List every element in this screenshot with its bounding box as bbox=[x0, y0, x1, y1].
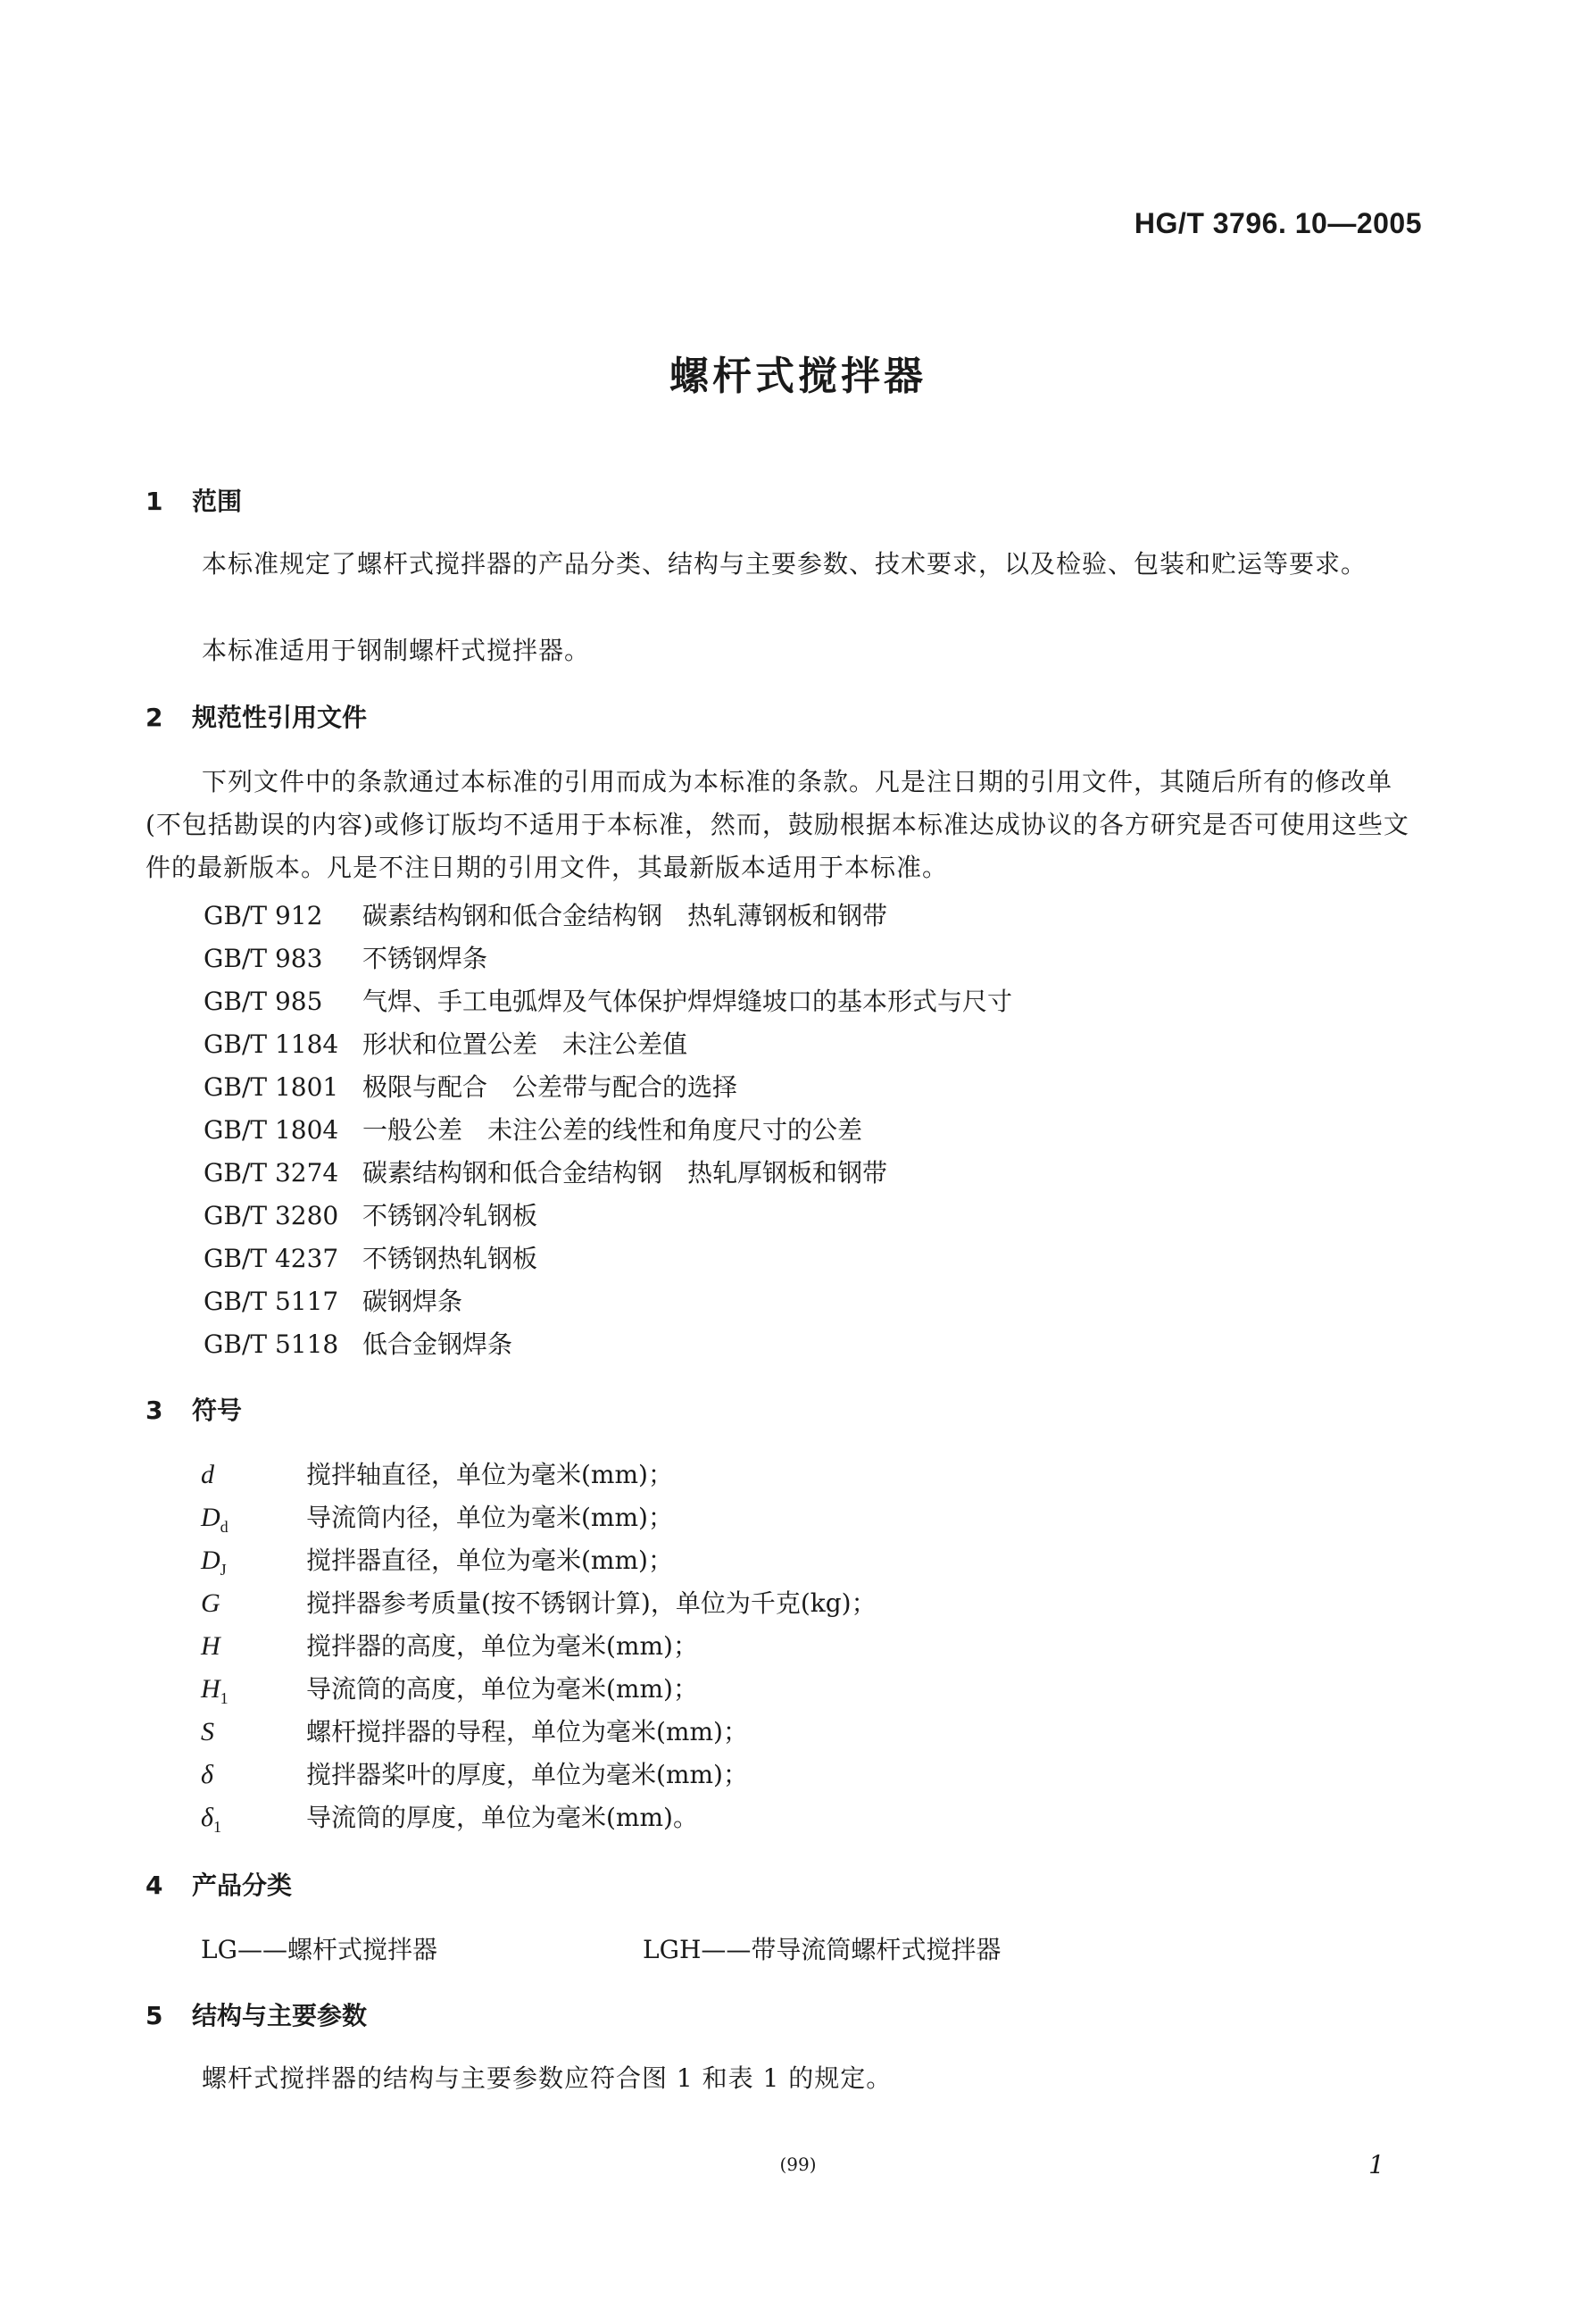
reference-title: 碳钢焊条 bbox=[362, 1287, 463, 1316]
symbol-description: 导流筒的厚度，单位为毫米(mm)。 bbox=[306, 1803, 698, 1832]
reference-item bbox=[204, 1282, 462, 1318]
symbol: S bbox=[201, 1717, 214, 1746]
symbol-description: 导流筒的高度，单位为毫米(mm)； bbox=[306, 1674, 698, 1704]
reference-code: GB/T 5117 bbox=[204, 1287, 339, 1316]
section-4-heading bbox=[145, 1866, 292, 1902]
reference-item bbox=[204, 1325, 512, 1361]
symbol-description: 搅拌器参考质量(按不锈钢计算)，单位为千克(kg)； bbox=[306, 1588, 877, 1618]
reference-code: GB/T 985 bbox=[204, 987, 323, 1016]
symbol-item bbox=[201, 1584, 877, 1622]
symbol-item bbox=[201, 1670, 698, 1708]
symbol-description: 搅拌器的高度，单位为毫米(mm)； bbox=[306, 1631, 698, 1661]
section-number: 5 bbox=[145, 2001, 163, 2030]
reference-title: 不锈钢焊条 bbox=[362, 944, 488, 973]
section-title: 符号 bbox=[192, 1396, 243, 1425]
symbol-description: 搅拌器直径，单位为毫米(mm)； bbox=[306, 1546, 673, 1575]
symbol-subscript: 1 bbox=[212, 1818, 221, 1836]
reference-title: 不锈钢冷轧钢板 bbox=[362, 1201, 538, 1230]
reference-item bbox=[204, 939, 487, 975]
symbol-subscript: J bbox=[220, 1561, 227, 1579]
document-title: 螺杆式搅拌器 bbox=[669, 354, 927, 399]
reference-item bbox=[204, 896, 887, 932]
page-number-inner: (99) bbox=[779, 2154, 817, 2175]
section-1-heading bbox=[145, 482, 242, 518]
symbol-description: 螺杆搅拌器的导程，单位为毫米(mm)； bbox=[306, 1717, 748, 1746]
reference-title: 气焊、手工电弧焊及气体保护焊焊缝坡口的基本形式与尺寸 bbox=[362, 987, 1013, 1016]
symbol: d bbox=[201, 1460, 214, 1489]
symbol-item bbox=[201, 1755, 748, 1794]
reference-code: GB/T 983 bbox=[204, 944, 323, 973]
reference-code: GB/T 3280 bbox=[204, 1201, 339, 1230]
reference-item bbox=[204, 1154, 887, 1189]
symbol-description: 搅拌轴直径，单位为毫米(mm)； bbox=[306, 1460, 673, 1489]
symbol-item bbox=[201, 1627, 698, 1665]
reference-title: 一般公差 未注公差的线性和角度尺寸的公差 bbox=[362, 1115, 863, 1145]
symbol-description: 搅拌器桨叶的厚度，单位为毫米(mm)； bbox=[306, 1760, 748, 1789]
section-1-paragraph-1: 本标准规定了螺杆式搅拌器的产品分类、结构与主要参数、技术要求，以及检验、包装和贮运等要求。 bbox=[202, 549, 1367, 579]
symbol: δ bbox=[201, 1803, 213, 1832]
reference-item bbox=[204, 1111, 862, 1146]
reference-title: 碳素结构钢和低合金结构钢 热轧厚钢板和钢带 bbox=[362, 1158, 888, 1188]
product-class-lg: LG——螺杆式搅拌器 bbox=[201, 1935, 437, 1964]
section-title: 产品分类 bbox=[192, 1871, 293, 1900]
reference-item bbox=[204, 1025, 687, 1061]
symbol: G bbox=[201, 1588, 220, 1618]
reference-code: GB/T 1184 bbox=[204, 1029, 339, 1059]
symbol: H bbox=[201, 1674, 220, 1704]
symbol-item bbox=[201, 1498, 673, 1537]
reference-code: GB/T 3274 bbox=[204, 1158, 339, 1188]
symbol-subscript: 1 bbox=[220, 1689, 229, 1707]
symbol-subscript: d bbox=[220, 1518, 229, 1536]
section-title: 结构与主要参数 bbox=[192, 2001, 368, 2030]
reference-item bbox=[204, 982, 1012, 1018]
section-title: 规范性引用文件 bbox=[192, 703, 368, 732]
symbol-item bbox=[201, 1798, 698, 1837]
symbol-item bbox=[201, 1541, 673, 1579]
symbol: H bbox=[201, 1631, 220, 1661]
symbol: D bbox=[201, 1503, 220, 1532]
section-2-heading bbox=[145, 698, 367, 734]
reference-title: 形状和位置公差 未注公差值 bbox=[362, 1029, 688, 1059]
section-5-paragraph: 螺杆式搅拌器的结构与主要参数应符合图 1 和表 1 的规定。 bbox=[202, 2063, 893, 2093]
symbol: D bbox=[201, 1546, 220, 1575]
symbol-description: 导流筒内径，单位为毫米(mm)； bbox=[306, 1503, 673, 1532]
reference-code: GB/T 1801 bbox=[204, 1072, 339, 1102]
reference-title: 不锈钢热轧钢板 bbox=[362, 1244, 538, 1273]
reference-code: GB/T 912 bbox=[204, 901, 323, 930]
reference-title: 低合金钢焊条 bbox=[362, 1329, 513, 1359]
reference-item bbox=[204, 1068, 737, 1104]
section-number: 3 bbox=[145, 1396, 163, 1425]
section-1-paragraph-2: 本标准适用于钢制螺杆式搅拌器。 bbox=[202, 636, 591, 665]
reference-item bbox=[204, 1239, 537, 1275]
reference-code: GB/T 1804 bbox=[204, 1115, 339, 1145]
page-number-corner: 1 bbox=[1368, 2150, 1384, 2179]
section-number: 1 bbox=[145, 487, 163, 516]
symbol: δ bbox=[201, 1760, 213, 1789]
standard-code: HG/T 3796. 10—2005 bbox=[1134, 207, 1422, 239]
section-number: 2 bbox=[145, 703, 163, 732]
symbol-item bbox=[201, 1713, 748, 1751]
reference-code: GB/T 5118 bbox=[204, 1329, 339, 1359]
section-number: 4 bbox=[145, 1871, 163, 1900]
symbol-item bbox=[201, 1455, 673, 1494]
section-3-heading bbox=[145, 1391, 242, 1427]
section-5-heading bbox=[145, 1996, 367, 2032]
reference-item bbox=[204, 1196, 537, 1232]
reference-title: 极限与配合 公差带与配合的选择 bbox=[362, 1072, 738, 1102]
product-class-lgh: LGH——带导流筒螺杆式搅拌器 bbox=[643, 1935, 1002, 1964]
reference-title: 碳素结构钢和低合金结构钢 热轧薄钢板和钢带 bbox=[362, 901, 888, 930]
reference-code: GB/T 4237 bbox=[204, 1244, 339, 1273]
section-2-intro: 下列文件中的条款通过本标准的引用而成为本标准的条款。凡是注日期的引用文件，其随后所有的修改单(不包括勘误的内容)或修订版均不适用于本标准，然而，鼓励根据本标准达成协议的各方研究是否可使用这些文件的最新版本。凡是不注日期的引用文件，其最新版本适用于本标准。 bbox=[145, 767, 1409, 882]
section-title: 范围 bbox=[192, 487, 243, 516]
